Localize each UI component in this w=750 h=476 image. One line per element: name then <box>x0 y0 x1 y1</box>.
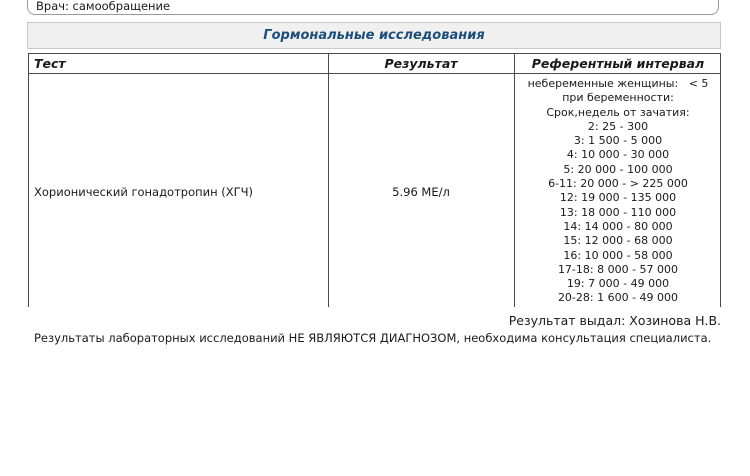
column-header-reference: Референтный интервал <box>531 56 705 71</box>
doctor-line: Врач: самообращение <box>36 0 171 13</box>
reference-line: 12: 19 000 - 135 000 <box>559 191 677 205</box>
column-divider-result <box>328 53 329 307</box>
reference-line: 2: 25 - 300 <box>587 119 649 133</box>
table-left-border <box>28 53 29 307</box>
reference-interval <box>515 77 721 306</box>
reference-line: небеременные женщины: < 5 <box>527 77 709 90</box>
disclaimer: Результаты лабораторных исследований НЕ ЯВЛЯЮТСЯ ДИАГНОЗОМ, необходима консультация специалиста. <box>34 331 712 345</box>
reference-line: 16: 10 000 - 58 000 <box>563 248 673 262</box>
reference-line: 5: 20 000 - 100 000 <box>563 162 673 176</box>
reference-line: 15: 12 000 - 68 000 <box>563 234 673 248</box>
reference-line: 6-11: 20 000 - > 225 000 <box>548 177 688 191</box>
table-header-divider <box>28 73 721 74</box>
reference-line: 19: 7 000 - 49 000 <box>566 277 670 291</box>
section-title: Гормональные исследования <box>27 22 721 49</box>
reference-line: 4: 10 000 - 30 000 <box>566 148 670 162</box>
reference-line: 14: 14 000 - 80 000 <box>563 219 673 233</box>
reference-line: 13: 18 000 - 110 000 <box>559 205 677 219</box>
column-header-result: Результат <box>384 56 458 71</box>
reference-line: 17-18: 8 000 - 57 000 <box>557 262 679 276</box>
result-value: 5.96 МЕ/л <box>392 185 450 199</box>
reference-line: Срок,недель от зачатия: <box>546 105 690 119</box>
column-header-test: Тест <box>34 56 66 71</box>
reference-line: при беременности: <box>562 91 674 105</box>
issued-by: Результат выдал: Хозинова Н.В. <box>508 313 721 328</box>
table-top-border <box>28 53 721 54</box>
header-box <box>27 0 719 15</box>
results-table <box>28 53 721 307</box>
reference-line: 20-28: 1 600 - 49 000 <box>557 291 679 305</box>
reference-line: 3: 1 500 - 5 000 <box>573 134 663 148</box>
test-name: Хорионический гонадотропин (ХГЧ) <box>34 185 254 199</box>
